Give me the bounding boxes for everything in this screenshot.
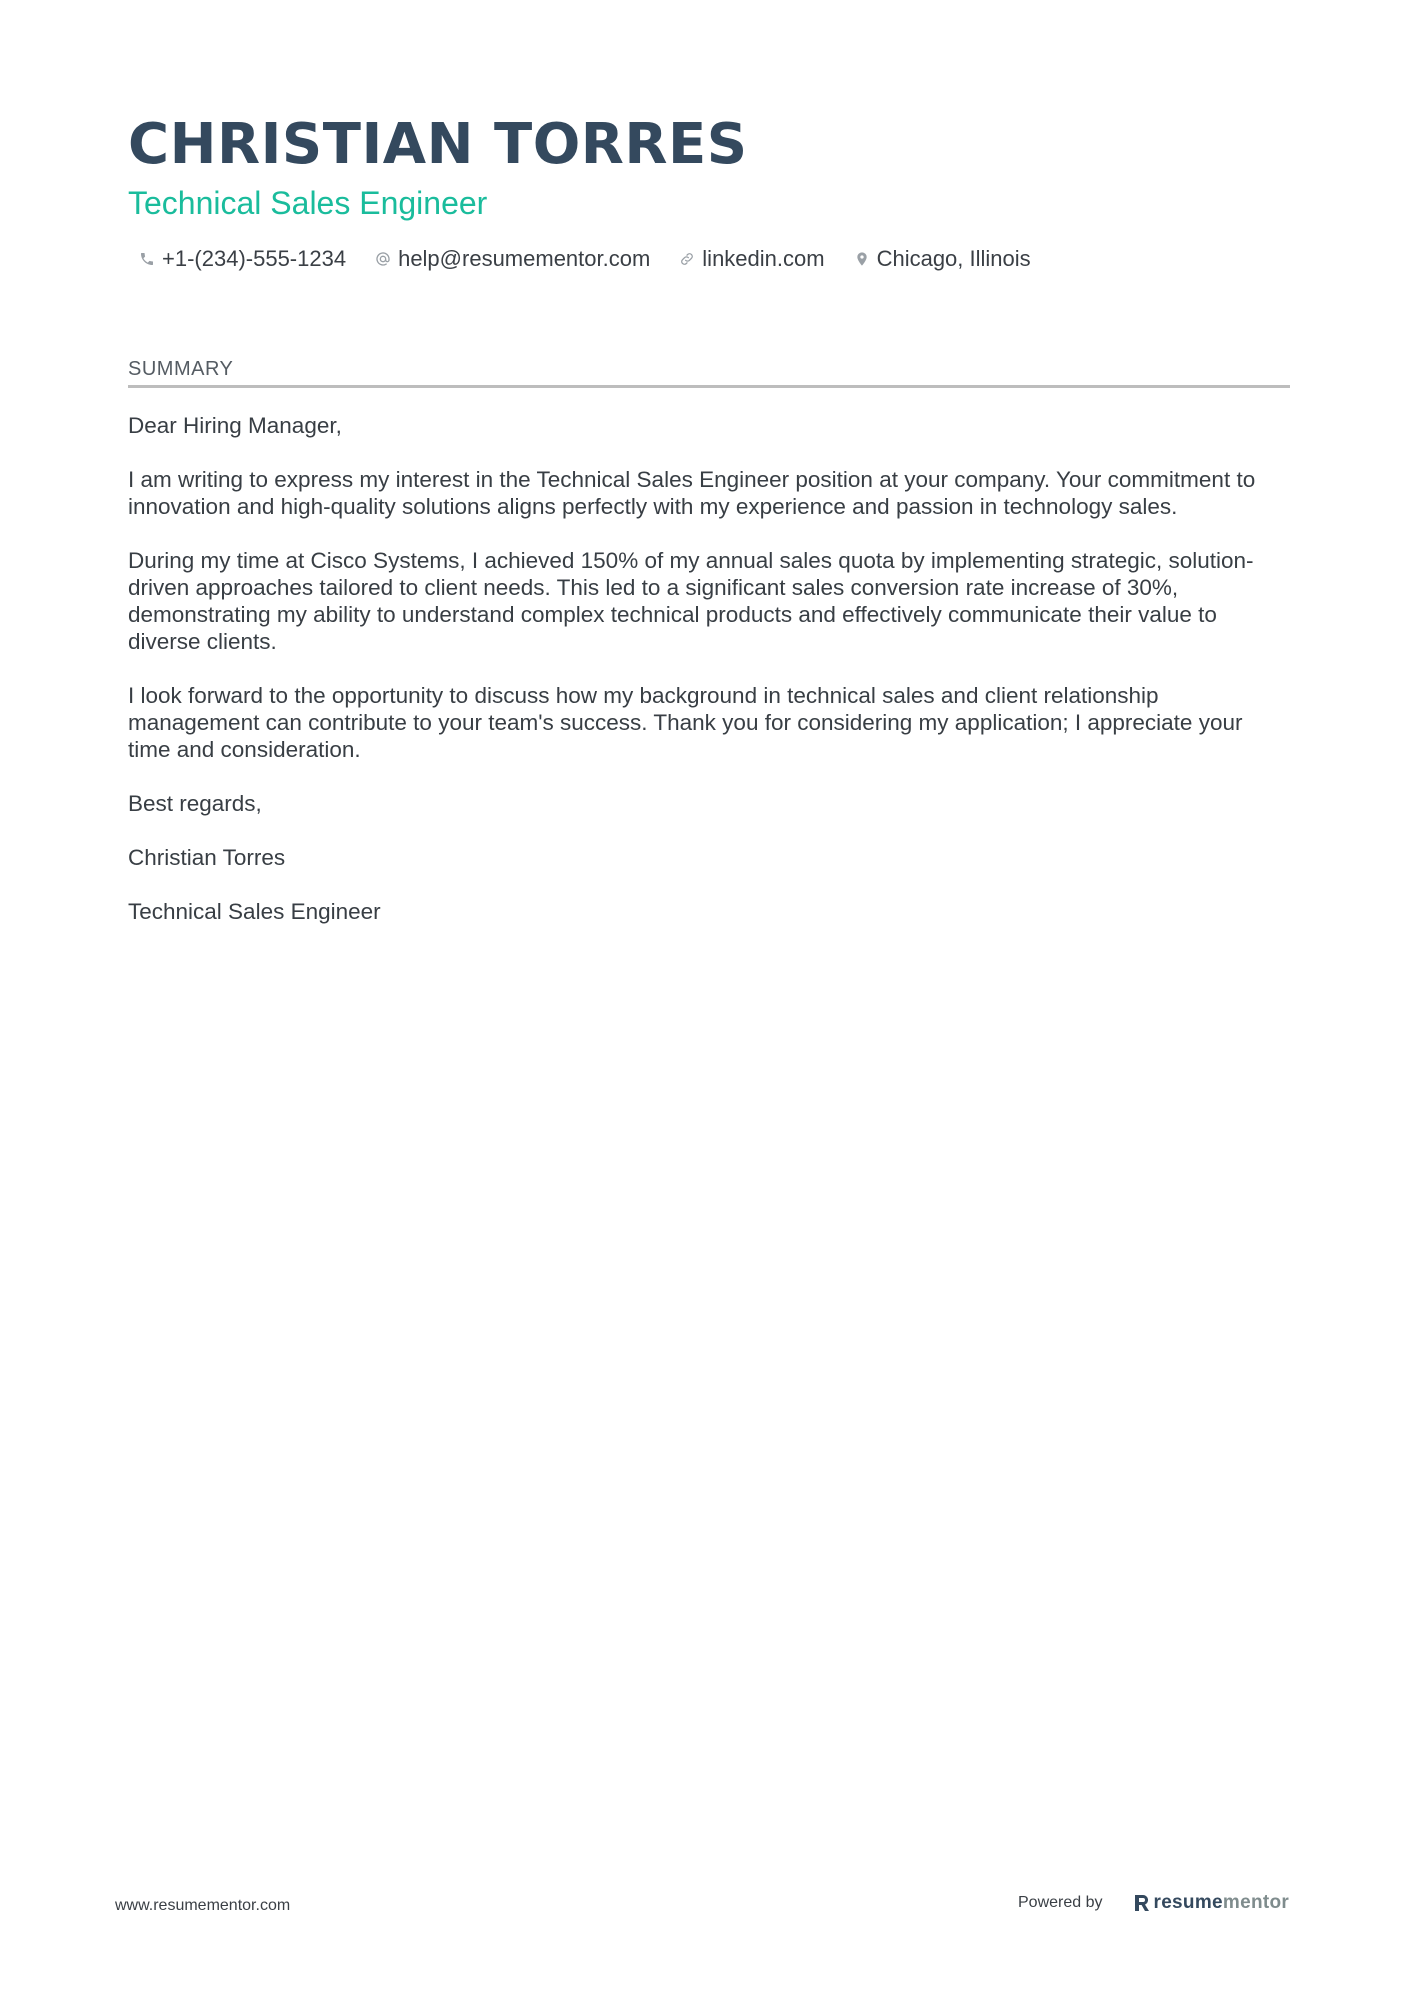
- resumementor-logo[interactable]: [1133, 1892, 1290, 1914]
- at-icon: [372, 248, 394, 270]
- signature-title: Technical Sales Engineer: [128, 899, 381, 924]
- cover-letter-body: [128, 412, 1290, 925]
- signature-name: Christian Torres: [128, 845, 286, 870]
- contact-email-text[interactable]: help@resumementor.com: [398, 246, 651, 271]
- candidate-title: Technical Sales Engineer: [128, 185, 488, 221]
- letter-paragraph: I am writing to express my interest in the Technical Sales Engineer position at your company. Your commitment to innovation and high-quality solutions aligns perfectly with my experience and passion in technology sales.: [128, 467, 1256, 519]
- contact-email: [372, 246, 650, 272]
- brand-bold: resume: [1153, 1892, 1223, 1913]
- letter-paragraph: During my time at Cisco Systems, I achieved 150% of my annual sales quota by implementing strategic, solution-driven approaches tailored to client needs. This led to a significant sales conversion rate increase of 30%, demonstrating my ability to understand complex technical products and effectively communicate their value to diverse clients.: [128, 548, 1254, 654]
- contact-phone: [128, 246, 346, 272]
- section-heading: SUMMARY: [128, 358, 1290, 388]
- summary-section: [128, 358, 1290, 952]
- contact-phone-text: +1-(234)-555-1234: [162, 246, 347, 271]
- contact-location: [851, 246, 1031, 272]
- candidate-name: CHRISTIAN TORRES: [128, 112, 748, 177]
- resume-header: [128, 110, 1288, 272]
- footer-website[interactable]: www.resumementor.com: [115, 1897, 291, 1914]
- contact-bar: [128, 246, 1288, 272]
- brand-light: mentor: [1222, 1892, 1290, 1913]
- letter-closing: Best regards,: [128, 791, 262, 816]
- contact-website-text[interactable]: linkedin.com: [702, 246, 825, 271]
- phone-icon: [136, 248, 158, 270]
- contact-website: [676, 246, 824, 272]
- powered-by-label: Powered by: [1018, 1894, 1103, 1911]
- letter-paragraph: I look forward to the opportunity to discuss how my background in technical sales and client relationship management can contribute to your team's success. Thank you for considering my application; I appreciate your time and consideration.: [128, 683, 1243, 762]
- resumementor-logo-icon: [1133, 1893, 1151, 1913]
- contact-location-text: Chicago, Illinois: [876, 246, 1031, 271]
- footer-branding: [1018, 1892, 1289, 1914]
- letter-greeting: Dear Hiring Manager,: [128, 413, 342, 438]
- location-pin-icon: [851, 248, 873, 270]
- link-icon: [676, 248, 698, 270]
